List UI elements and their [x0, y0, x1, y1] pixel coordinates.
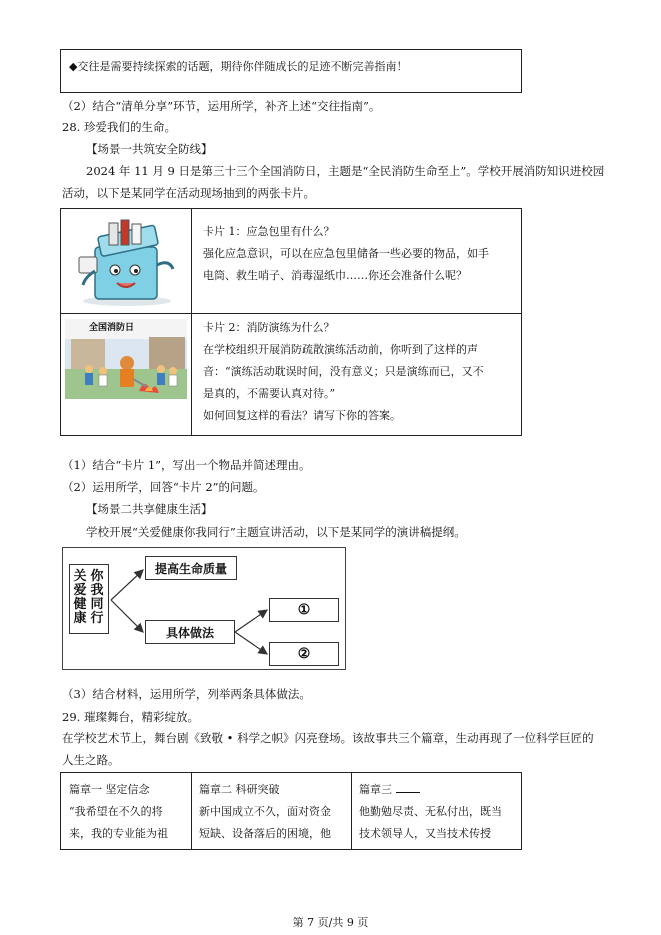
card2-line1: 在学校组织开展消防疏散演练活动前，你听到了这样的声 [203, 343, 478, 356]
note-box [60, 49, 522, 93]
card2-text [203, 317, 484, 427]
chapter2-line1: 新中国成立不久，面对资金 [199, 805, 331, 818]
diagram-slot-1: ① [269, 598, 339, 622]
scene1-intro-line2: 活动，以下是某同学在活动现场抽到的两张卡片。 [62, 186, 315, 200]
scene2-heading: 【场景二共享健康生活】 [86, 502, 213, 516]
chapter2-line2: 短缺、设备落后的困境，他 [199, 827, 331, 840]
chapter3-line1: 他勤勉尽责、无私付出，既当 [359, 805, 502, 818]
q28-sub1: （1）结合“卡片 1”，写出一个物品并简述理由。 [62, 458, 311, 472]
chapter1-line1: “我希望在不久的将 [69, 805, 163, 818]
q28-sub2: （2）运用所学，回答“卡片 2”的问题。 [62, 480, 265, 494]
card1-line1: 强化应急意识，可以在应急包里储备一些必要的物品，如手 [203, 247, 489, 260]
chapters-table [60, 772, 522, 850]
scene1-intro-line1: 2024 年 11 月 9 日是第三十三个全国消防日，主题是“全民消防生命至上”。学校开展消防知识进校园 [86, 164, 605, 178]
chapter3-title: 篇章三 [359, 779, 502, 801]
card2-line4: 如何回复这样的看法？请写下你的答案。 [203, 409, 401, 422]
page-footer: 第 7 页/共 9 页 [292, 916, 369, 929]
chapter3-title-blank [396, 782, 420, 793]
chapter3 [359, 779, 502, 845]
scene1-heading: 【场景一共筑安全防线】 [86, 142, 213, 156]
diagram-slot-2: ② [269, 642, 339, 666]
q28-title: 28. 珍爱我们的生命。 [62, 120, 176, 134]
card1-title: 卡片 1：应急包里有什么？ [203, 225, 335, 238]
q29-intro-line1: 在学校艺术节上，舞台剧《致敬 • 科学之帜》闪亮登场。该故事共三个篇章，生动再现了一位科学巨匠的 [62, 731, 594, 745]
q29-title: 29. 璀璨舞台，精彩绽放。 [62, 710, 199, 724]
fire-day-caption: 全国消防日 [89, 323, 135, 333]
chapter1-title: 篇章一 坚定信念 [69, 783, 150, 796]
card1-text [203, 221, 489, 287]
q29-intro-line2: 人生之路。 [62, 753, 120, 767]
chapter1-line2: 来，我的专业能为祖 [69, 827, 168, 840]
card2-title: 卡片 2：消防演练为什么？ [203, 321, 335, 334]
q28-sub3: （3）结合材料，运用所学，列举两条具体做法。 [62, 687, 311, 701]
diagram-methods-box: 具体做法 [145, 620, 235, 644]
chapter3-line2: 技术领导人，又当技术传授 [359, 827, 491, 840]
chapter1 [69, 779, 168, 845]
card2-line3: 是真的，不需要认真对待。” [203, 387, 336, 400]
card2-line2: 音：“演练活动耽误时间，没有意义；只是演练而已，又不 [203, 365, 484, 378]
outline-diagram [62, 547, 346, 670]
chapter2-title: 篇章二 科研突破 [199, 783, 280, 796]
diagram-col2: 你 我 同 行 [90, 569, 104, 626]
card1-line2: 电筒、救生哨子、消毒湿纸巾……你还会准备什么呢？ [203, 269, 467, 282]
diagram-col1: 关 爱 健 康 [73, 569, 87, 626]
note-text: ◆交往是需要持续探索的话题，期待你伴随成长的足迹不断完善指南！ [69, 60, 408, 73]
chapter2 [199, 779, 331, 845]
first-aid-kit-illustration [69, 215, 185, 307]
q27-sub2: （2）结合“清单分享”环节，运用所学，补齐上述“交往指南”。 [62, 99, 381, 113]
scene2-intro: 学校开展“关爱健康你我同行”主题宣讲活动，以下是某同学的演讲稿提纲。 [86, 525, 466, 539]
diagram-quality-box: 提高生命质量 [145, 556, 237, 580]
cards-table [60, 208, 522, 436]
